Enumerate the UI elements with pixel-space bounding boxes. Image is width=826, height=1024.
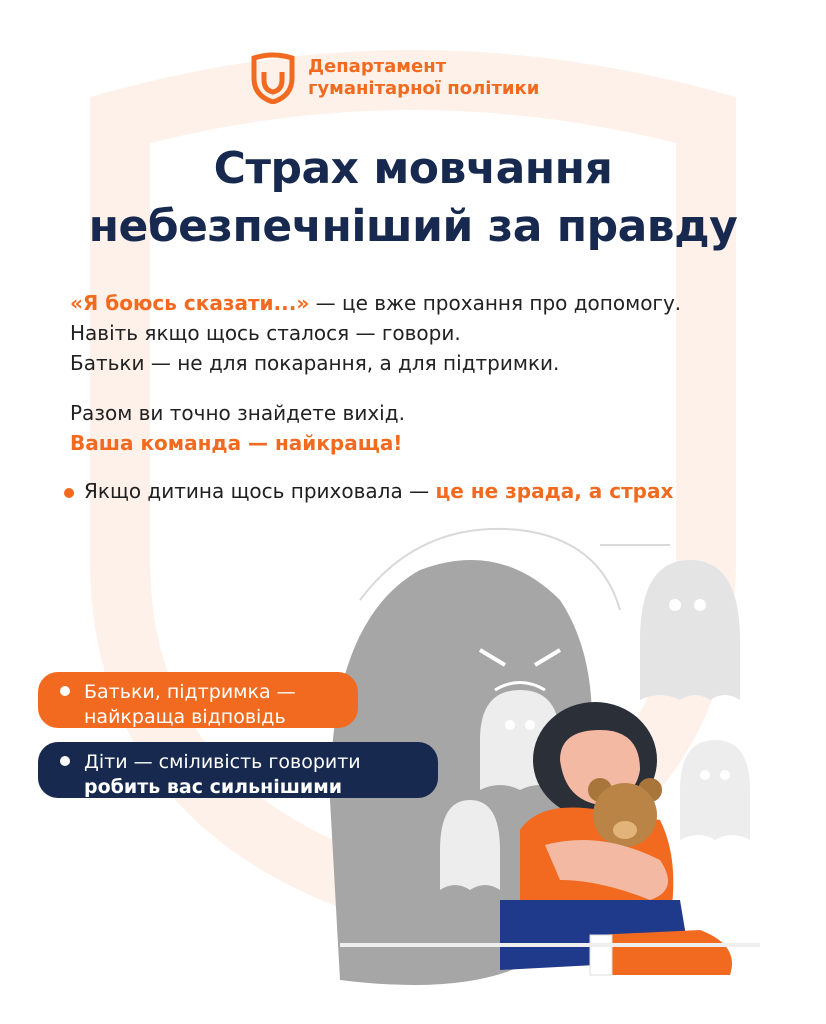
bullet-highlight: це не зрада, а страх <box>435 479 674 503</box>
pill-dot-icon <box>60 756 70 766</box>
pill-parents-line1: Батьки, підтримка — <box>84 681 296 703</box>
ghost-top-right <box>640 560 740 700</box>
paragraph2-line1: Разом ви точно знайдете вихід. <box>70 401 405 425</box>
bullet-text: Якщо дитина щось приховала — <box>84 479 436 503</box>
title-line1: Страх мовчання <box>213 143 613 194</box>
paragraph2-line2: Ваша команда — найкраща! <box>70 431 403 455</box>
ghost-right <box>680 740 750 840</box>
logo-line2: гуманітарної політики <box>308 78 540 99</box>
pill-children-line1: Діти — сміливість говорити <box>84 751 361 773</box>
pill-children-line2: робить вас сильнішими <box>84 776 343 798</box>
paragraph1-line1: — це вже прохання про допомогу. <box>309 291 682 315</box>
pill-dot-icon <box>60 686 70 696</box>
ghost-eye <box>694 599 706 611</box>
ghost-bottom-left <box>440 800 500 890</box>
pill-parents-support <box>38 672 358 728</box>
ghost-eye <box>525 720 535 730</box>
paragraph1-line2: Навіть якщо щось сталося — говори. <box>70 321 461 345</box>
girl-shoe <box>595 930 732 975</box>
bear-snout <box>613 821 637 839</box>
pill-parents-line2: найкраща відповідь <box>84 706 286 728</box>
ghost-eye <box>700 770 710 780</box>
ghost-eye <box>669 599 681 611</box>
quote-text: «Я боюсь сказати...» <box>70 291 310 315</box>
title-line2: небезпечніший за правду <box>88 201 738 252</box>
paragraph1-line3: Батьки — не для покарання, а для підтримки. <box>70 351 560 375</box>
pill-children-courage <box>38 742 438 798</box>
logo-line1: Департамент <box>308 56 447 77</box>
shoe-sole <box>590 935 612 975</box>
ghost-eye <box>720 770 730 780</box>
ghost-eye <box>505 720 515 730</box>
